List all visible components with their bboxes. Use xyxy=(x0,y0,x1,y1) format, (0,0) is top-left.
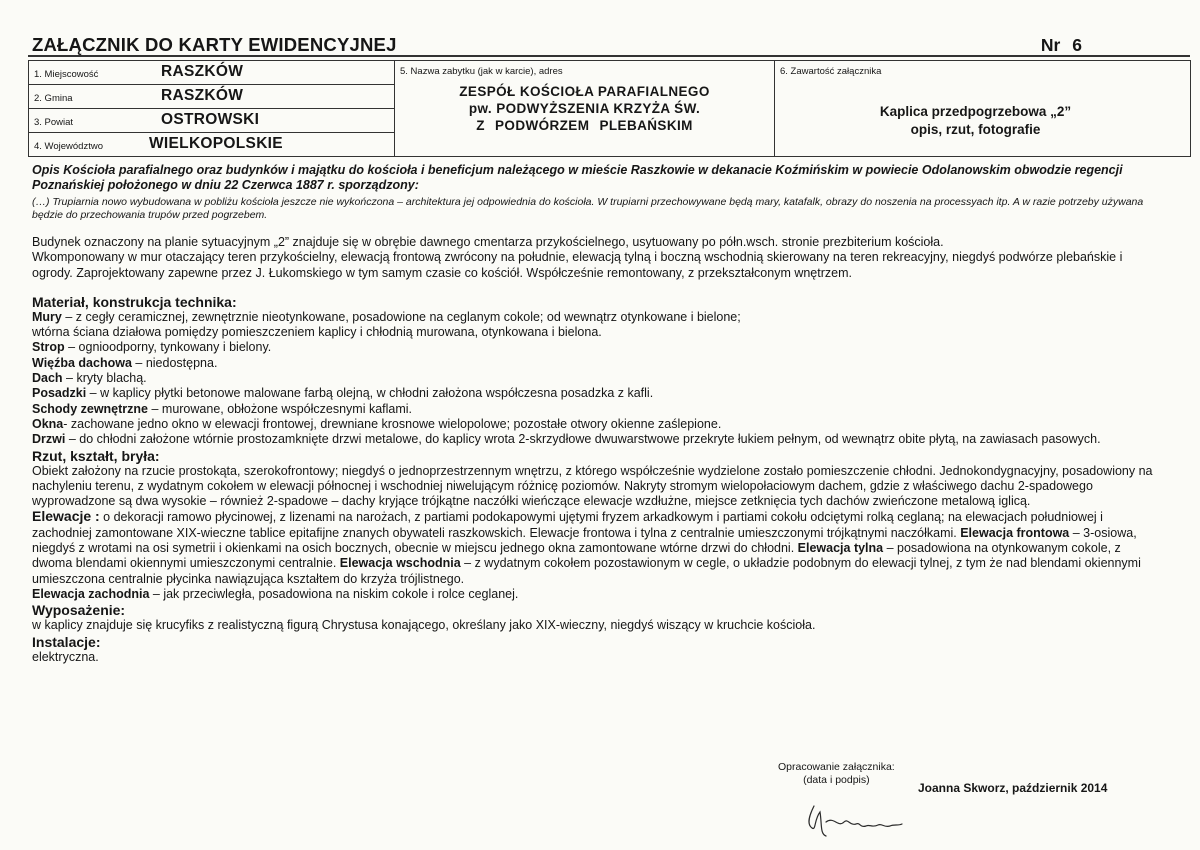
material-item-term: Mury xyxy=(32,309,62,324)
material-item-term: Dach xyxy=(32,371,63,386)
material-item-text: niedostępna. xyxy=(145,355,218,370)
material-item-term: Posadzki xyxy=(32,386,87,401)
material-item-term: Okna xyxy=(32,416,64,431)
handwritten-signature xyxy=(800,798,910,840)
document-number-value: 6 xyxy=(1072,35,1082,55)
front-elevation-text: – 3-osiowa, niegdyś z wrotami na osi symetrii i okienkami na osich bocznych, obecnie w miejscu jednego okna zamontowane wtórne drzwi do chłodni. xyxy=(32,525,1137,556)
equipment-text: w kaplicy znajduje się krucyfiks z realistyczną figurą Chrystusa konającego, określany jako XIX-wieczny, niegdyś wiszący w kruchcie kościoła. xyxy=(32,618,816,633)
material-item xyxy=(32,402,1162,417)
material-heading: Materiał, konstrukcja technika: xyxy=(32,293,237,310)
contents-description xyxy=(775,103,1176,139)
material-item-separator: – xyxy=(61,309,76,324)
historical-quote: (…) Trupiarnia nowo wybudowana w pobliżu kościoła jeszcze nie wykończona – architektura jej odpowiednia do kościoła. W trupiarni przechowywane będą mary, katafalk, obrazy do noszenia na processyach itp. A w razie potrzeby używana będzie do przechowania trupów przed pogrzebem. xyxy=(32,195,1144,221)
material-item xyxy=(32,325,1162,340)
material-item xyxy=(32,417,1162,432)
material-item-separator: – xyxy=(64,340,79,355)
field-value: OSTROWSKI xyxy=(161,111,260,128)
material-item-text: ognioodporny, tynkowany i bielony. xyxy=(78,340,272,355)
document-number xyxy=(1041,35,1082,56)
material-item-separator: - xyxy=(63,416,71,431)
spacer xyxy=(32,222,1162,235)
installations-text: elektryczna. xyxy=(32,649,99,664)
field-label: 2. Gmina xyxy=(34,93,73,104)
material-item-text: zachowane jedno okno w elewacji frontowej, drewniane krosnowe wielopolowe; pozostałe otwory okienne zaślepione. xyxy=(70,416,722,431)
equipment-heading: Wyposażenie: xyxy=(32,602,126,619)
document-header xyxy=(28,32,1190,62)
monument-name xyxy=(395,83,774,134)
monument-name-cell xyxy=(395,61,775,157)
header-divider xyxy=(28,55,1190,57)
historical-description-heading: Opis Kościoła parafialnego oraz budynków i majątku do kościoła i beneficjum należącego w mieście Raszkowie w dekanacie Koźmińskim w powiecie Odolanowskim obwodzie regencji Poznańskiej położonego w dniu 22 Czerwca 1887 r. sporządzony: xyxy=(32,163,1123,193)
material-item-term: Drzwi xyxy=(32,432,66,447)
material-item-term: Schody zewnętrzne xyxy=(32,401,148,416)
form-heading: Rzut, kształt, bryła: xyxy=(32,447,160,464)
prepared-by-label-line: Opracowanie załącznika: xyxy=(778,761,895,773)
material-item-separator: – xyxy=(65,432,80,447)
contents-line: opis, rzut, fotografie xyxy=(910,122,1041,137)
monument-line: ZESPÓŁ KOŚCIOŁA PARAFIALNEGO xyxy=(459,84,710,99)
west-elevation-text: – jak przeciwległa, posadowiona na niskim cokole i rolce ceglanej. xyxy=(149,586,519,601)
rear-elevation-heading: Elewacja tylna xyxy=(797,541,884,556)
info-table xyxy=(28,60,1191,157)
field-label: 3. Powiat xyxy=(34,117,74,128)
field-value: RASZKÓW xyxy=(161,63,244,80)
material-item-text: do chłodni założone wtórnie prostozamknięte drzwi metalowe, do kaplicy wrota 2-skrzydłowe dwuwarstwowe przekryte łukiem pełnym, od wewnątrz obite płytą, na zawiasach pasowych. xyxy=(79,432,1101,447)
material-list xyxy=(32,310,1162,448)
description-paragraph: Wkomponowany w mur otaczający teren przykościelny, elewacją frontową zwrócony na południe, elewacją tylną i boczną wschodnią skierowany na teren rekreacyjny, niegdyś podwórze plebańskie i ogrody. Zaprojektowany zapewne przez J. Łukomskiego w tym samym czasie co kościół. Współcześnie remontowany, z przekształconym wnętrzem. xyxy=(32,250,1123,280)
prepared-by-label xyxy=(778,761,895,787)
rear-elevation-text: – posadowiona na otynkowanym cokole, z dwoma blendami okiennymi umieszczonymi centralnie. xyxy=(32,541,1121,571)
material-item xyxy=(32,340,1162,355)
east-elevation-heading: Elewacja wschodnia xyxy=(339,556,461,571)
material-item xyxy=(32,371,1162,386)
elevations-paragraph xyxy=(32,509,1162,586)
contents-cell xyxy=(775,61,1191,157)
document-title: ZAŁĄCZNIK DO KARTY EWIDENCYJNEJ xyxy=(32,34,397,55)
material-item xyxy=(32,386,1162,401)
west-elevation-heading: Elewacja zachodnia xyxy=(32,586,150,601)
field-voivodeship xyxy=(29,133,395,157)
prepared-by-label-line: (data i podpis) xyxy=(803,774,870,786)
monument-line: Z PODWÓRZEM PLEBAŃSKIM xyxy=(476,118,693,133)
installations-heading: Instalacje: xyxy=(32,633,101,650)
description-paragraph: Budynek oznaczony na planie sytuacyjnym „2” znajduje się w obrębie dawnego cmentarza przykościelnego, usytuowany po półn.wsch. stronie prezbiterium kościoła. xyxy=(32,235,944,249)
material-item-text: murowane, obłożone współczesnymi kaflami. xyxy=(161,401,413,416)
front-elevation-heading: Elewacja frontowa xyxy=(960,525,1070,540)
author-name: Joanna Skworz, październik 2014 xyxy=(918,781,1108,795)
material-item-term: Więźba dachowa xyxy=(32,355,132,370)
material-item-text: wtórna ściana działowa pomiędzy pomieszczeniem kaplicy i chłodnią murowana, otynkowana i bielona. xyxy=(32,325,602,340)
elevations-heading: Elewacje : xyxy=(32,508,100,525)
field-value: WIELKOPOLSKIE xyxy=(149,135,283,152)
field-locality xyxy=(29,61,395,85)
material-item-text: w kaplicy płytki betonowe malowane farbą olejną, w chłodni założona współczesna posadzka z kafli. xyxy=(100,386,654,401)
monument-line: pw. PODWYŻSZENIA KRZYŻA ŚW. xyxy=(468,101,701,116)
field-label: 1. Miejscowość xyxy=(34,69,99,80)
field-value: RASZKÓW xyxy=(161,87,244,104)
material-item-text: z cegły ceramicznej, zewnętrznie nieotynkowane, posadowione na ceglanym cokole; od wewnątrz otynkowane i bielone; xyxy=(75,309,741,324)
material-item-separator: – xyxy=(131,355,146,370)
field-county xyxy=(29,109,395,133)
document-number-label: Nr xyxy=(1040,35,1061,55)
east-elevation-text: – z wydatnym cokołem pozostawionym w cegle, o układzie podobnym do elewacji tylnej, z tym że nad blendami okiennymi umieszczona centralnie płycinka nawiązująca kształtem do krzyża trójlistnego. xyxy=(32,556,1141,586)
material-item-term: Strop xyxy=(32,340,65,355)
material-item-separator: – xyxy=(86,386,101,401)
west-elevation-paragraph xyxy=(32,587,1162,602)
document-body xyxy=(32,163,1162,665)
elevations-text: o dekoracji ramowo płycinowej, z lizenami na narożach, z partiami podokapowymi ujętymi fryzem arkadkowym i partiami cokołu odciętymi rolką ceglaną; na elewacjach południowej i zachodniej zamontowane XIX-wieczne tablice epitafijne znanych obywateli raszkowskich. Elewacje frontowa i tylna z centralnie umieszczonymi trójkątnymi naczółkami. xyxy=(32,510,1103,540)
contents-label: 6. Zawartość załącznika xyxy=(780,66,882,77)
material-item xyxy=(32,432,1162,447)
material-item xyxy=(32,356,1162,371)
material-item xyxy=(32,310,1162,325)
form-text: Obiekt założony na rzucie prostokąta, szerokofrontowy; niegdyś o jednoprzestrzennym wnętrzu, z którego współcześnie wydzielone zostało pomieszczenie chłodni. Jednokondygnacyjny, posadowiony na nachyleniu terenu, z wydatnym cokołem w elewacji północnej i wschodniej niwelującym różnicę poziomów. Nakryty stromym wielopołaciowym dachem, gdzie z właściwego dachu 2-spadowego wyprowadzone są dwa wysokie – również 2-spadowe – dachy kryjące trójkątne naczółki wieńczące elewacje wzdłużne, miejsce zetknięcia tych dachów zwieńczone metalową iglicą. xyxy=(32,463,1153,509)
material-item-separator: – xyxy=(62,371,77,386)
contents-line: Kaplica przedpogrzebowa „2” xyxy=(879,104,1072,119)
field-label: 4. Województwo xyxy=(34,141,103,152)
material-item-separator: – xyxy=(148,401,162,416)
field-commune xyxy=(29,85,395,109)
spacer xyxy=(32,281,1162,294)
material-item-text: kryty blachą. xyxy=(76,371,147,386)
monument-label: 5. Nazwa zabytku (jak w karcie), adres xyxy=(400,66,563,77)
